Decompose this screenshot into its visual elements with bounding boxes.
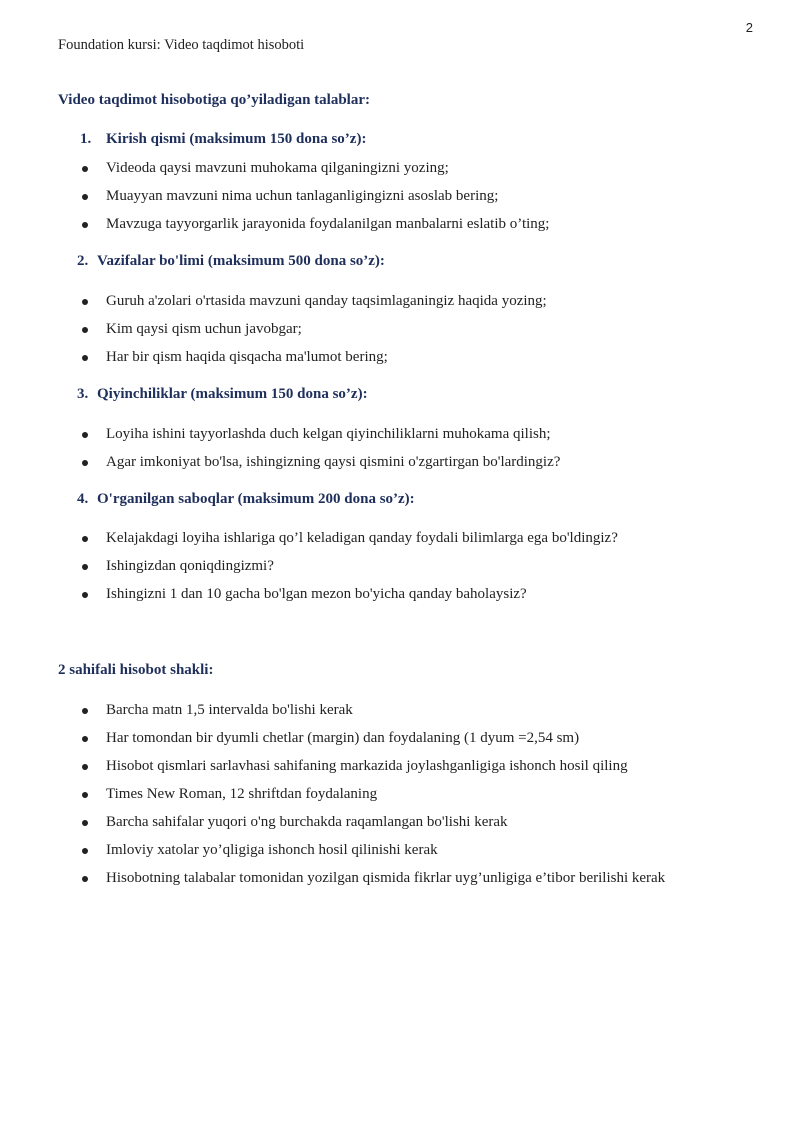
bullet-icon [82, 876, 88, 882]
subsection-number: 4. [77, 491, 89, 507]
bullet-icon [82, 355, 88, 361]
subsection-number: 3. [77, 386, 89, 402]
bullet-icon [82, 460, 88, 466]
list-item-text: Videoda qaysi mavzuni muhokama qilganingizni yozing; [106, 160, 449, 176]
list-item-text: Hisobot qismlari sarlavhasi sahifaning markazida joylashganligiga ishonch hosil qiling [106, 758, 628, 774]
subsection-heading-2 [77, 253, 385, 270]
bullet-icon [82, 327, 88, 333]
list-item-text: Ishingizdan qoniqdingizmi? [106, 558, 274, 574]
list-item-text: Barcha matn 1,5 intervalda bo'lishi kerak [106, 702, 353, 718]
list-item-text: Mavzuga tayyorgarlik jarayonida foydalanilgan manbalarni eslatib o’ting; [106, 216, 550, 232]
requirements-title: Video taqdimot hisobotiga qo’yiladigan talablar: [58, 92, 370, 108]
bullet-icon [82, 736, 88, 742]
bullet-icon [82, 820, 88, 826]
bullet-icon [82, 222, 88, 228]
bullet-icon [82, 564, 88, 570]
list-item-text: Hisobotning talabalar tomonidan yozilgan qismida fikrlar uyg’unligiga e’tibor berilishi kerak [106, 870, 666, 886]
format-title: 2 sahifali hisobot shakli: [58, 662, 214, 678]
list-item-text: Har tomondan bir dyumli chetlar (margin) dan foydalaning (1 dyum =2,54 sm) [106, 730, 580, 746]
list-item-text: Times New Roman, 12 shriftdan foydalaning [106, 786, 378, 802]
subsection-heading-1 [80, 131, 366, 148]
subsection-heading-text: Kirish qismi (maksimum 150 dona so’z): [106, 131, 367, 147]
bullet-icon [82, 792, 88, 798]
list-item-text: Kim qaysi qism uchun javobgar; [106, 321, 302, 337]
bullet-icon [82, 848, 88, 854]
list-item-text: Guruh a'zolari o'rtasida mavzuni qanday taqsimlaganingiz haqida yozing; [106, 293, 547, 309]
bullet-icon [82, 166, 88, 172]
page-number: 2 [745, 20, 753, 35]
bullet-icon [82, 299, 88, 305]
subsection-heading-text: Qiyinchiliklar (maksimum 150 dona so’z): [97, 386, 368, 402]
list-item-text: Imloviy xatolar yo’qligiga ishonch hosil qilinishi kerak [106, 842, 438, 858]
bullet-icon [82, 764, 88, 770]
list-item-text: Har bir qism haqida qisqacha ma'lumot bering; [106, 349, 388, 365]
bullet-icon [82, 592, 88, 598]
subsection-heading-text: O'rganilgan saboqlar (maksimum 200 dona so’z): [97, 491, 415, 507]
subsection-heading-text: Vazifalar bo'limi (maksimum 500 dona so’z): [97, 253, 385, 269]
subsection-number: 1. [80, 131, 92, 147]
bullet-icon [82, 536, 88, 542]
bullet-icon [82, 194, 88, 200]
bullet-icon [82, 432, 88, 438]
list-item-text: Loyiha ishini tayyorlashda duch kelgan qiyinchiliklarni muhokama qilish; [106, 426, 551, 442]
list-item-text: Barcha sahifalar yuqori o'ng burchakda raqamlangan bo'lishi kerak [106, 814, 508, 830]
subsection-heading-3 [77, 386, 368, 403]
list-item-text: Kelajakdagi loyiha ishlariga qo’l keladigan qanday foydali bilimlarga ega bo'ldingiz? [106, 530, 618, 546]
subsection-heading-4 [77, 491, 415, 508]
subsection-number: 2. [77, 253, 89, 269]
running-header: Foundation kursi: Video taqdimot hisoboti [58, 37, 305, 53]
list-item-text: Ishingizni 1 dan 10 gacha bo'lgan mezon bo'yicha qanday baholaysiz? [106, 586, 527, 602]
list-item-text: Muayyan mavzuni nima uchun tanlaganligingizni asoslab bering; [106, 188, 499, 204]
bullet-icon [82, 708, 88, 714]
list-item-text: Agar imkoniyat bo'lsa, ishingizning qaysi qismini o'zgartirgan bo'lardingiz? [106, 454, 561, 470]
